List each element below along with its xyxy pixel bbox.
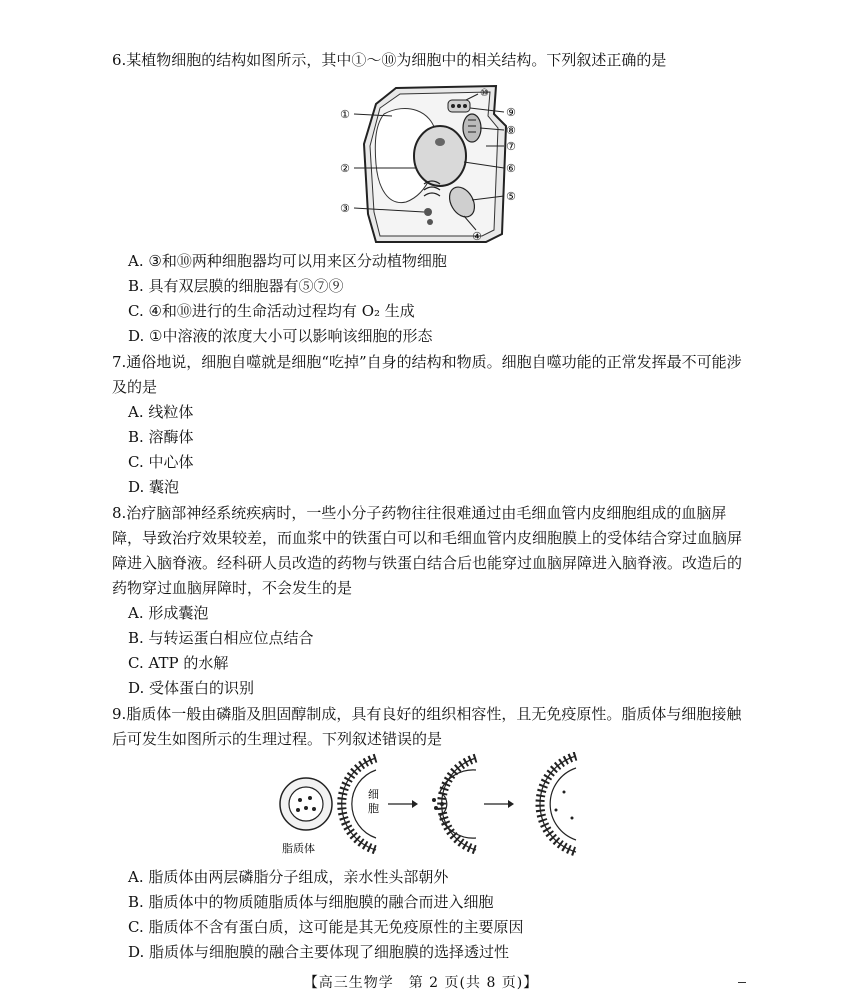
q9-option-c: C. 脂质体不含有蛋白质，这可能是其无免疫原性的主要原因 [128, 918, 524, 936]
q6-option-b: B. 具有双层膜的细胞器有⑤⑦⑨ [128, 277, 344, 295]
q6-option-c: C. ④和⑩进行的生命活动过程均有 O₂ 生成 [128, 302, 415, 320]
label-4: ④ [472, 230, 482, 243]
q8-option-c: C. ATP 的水解 [128, 654, 229, 672]
question-6-stem: 6.某植物细胞的结构如图所示，其中①～⑩为细胞中的相关结构。下列叙述正确的是 [112, 51, 667, 69]
q8-option-b: B. 与转运蛋白相应位点结合 [128, 629, 314, 647]
q7-option-a: A. 线粒体 [128, 403, 194, 421]
label-5: ⑤ [506, 190, 516, 203]
cell-label-2: 胞 [368, 802, 379, 815]
q6-option-d: D. ①中溶液的浓度大小可以影响该细胞的形态 [128, 327, 433, 345]
q7-option-d: D. 囊泡 [128, 478, 180, 496]
page-footer: 【高三生物学 第 2 页(共 8 页)】 [303, 975, 539, 991]
q8-option-d: D. 受体蛋白的识别 [128, 679, 255, 697]
cell-membrane-2 [432, 758, 476, 850]
label-2: ② [340, 162, 350, 175]
question-7-stem: 7.通俗地说，细胞自噬就是细胞“吃掉”自身的结构和物质。细胞自噬功能的正常发挥最不可能涉及的是 [112, 353, 742, 396]
liposome-fusion-figure [276, 752, 606, 858]
nucleus [414, 126, 466, 186]
label-8: ⑧ [506, 124, 516, 137]
question-9-stem: 9.脂质体一般由磷脂及胆固醇制成，具有良好的组织相容性，且无免疫原性。脂质体与细胞接触后可发生如图所示的生理过程。下列叙述错误的是 [112, 705, 742, 748]
q6-option-a: A. ③和⑩两种细胞器均可以用来区分动植物细胞 [128, 252, 447, 270]
liposome-label: 脂质体 [282, 842, 315, 855]
cell-label-1: 细 [368, 788, 379, 801]
cell-membrane-3 [540, 756, 576, 852]
q9-option-d: D. 脂质体与细胞膜的融合主要体现了细胞膜的选择透过性 [128, 943, 510, 961]
label-6: ⑥ [506, 162, 516, 175]
liposome [280, 778, 332, 830]
label-9: ⑨ [506, 106, 516, 119]
plant-cell-figure [336, 84, 526, 244]
q8-option-a: A. 形成囊泡 [128, 604, 209, 622]
corner-mark [738, 982, 746, 983]
label-3: ③ [340, 202, 350, 215]
q9-option-b: B. 脂质体中的物质随脂质体与细胞膜的融合而进入细胞 [128, 893, 494, 911]
q7-option-c: C. 中心体 [128, 453, 194, 471]
chloroplast [463, 114, 481, 142]
question-8-stem: 8.治疗脑部神经系统疾病时，一些小分子药物往往很难通过由毛细血管内皮细胞组成的血脑屏障，导致治疗效果较差，而血浆中的铁蛋白可以和毛细血管内皮细胞膜上的受体结合穿过血脑屏障进入脑脊液。经科研人员改造的药物与铁蛋白结合后也能穿过血脑屏障进入脑脊液。改造后的药物穿过血脑屏障时，不会发生的是 [112, 504, 743, 597]
label-1: ① [340, 108, 350, 121]
q7-option-b: B. 溶酶体 [128, 428, 194, 446]
q9-option-a: A. 脂质体由两层磷脂分子组成，亲水性头部朝外 [128, 868, 449, 886]
organelle-3 [424, 208, 432, 216]
label-7: ⑦ [506, 140, 516, 153]
label-10: ⑩ [480, 88, 489, 99]
nucleolus [435, 138, 445, 146]
